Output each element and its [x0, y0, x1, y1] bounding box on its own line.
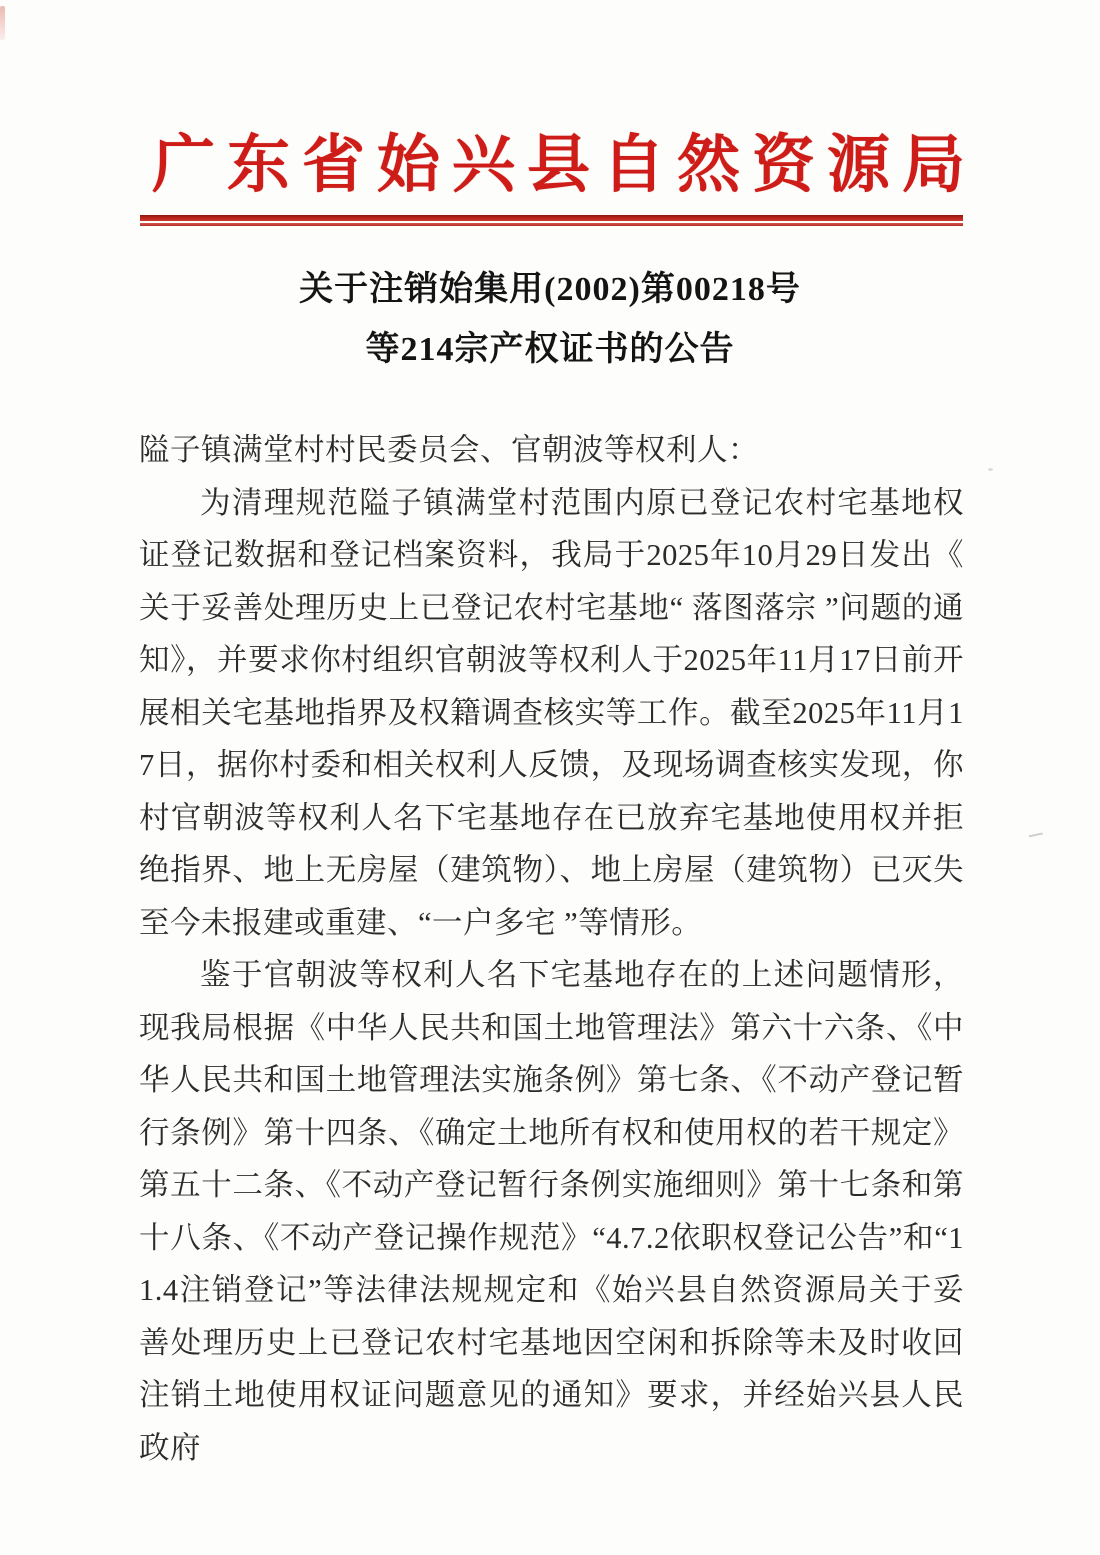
scan-artifact [1027, 825, 1043, 838]
document-title-line-1: 关于注销始集用(2002)第00218号 [299, 271, 801, 308]
agency-name: 广东省始兴县自然资源局 [152, 130, 977, 200]
scan-artifact [988, 468, 993, 471]
body-paragraph: 鉴于官朝波等权利人名下宅基地存在的上述问题情形，现我局根据《中华人民共和国土地管理法》第六十六条、《中华人民共和国土地管理法实施条例》第七条、《不动产登记暂行条例》第十四条、《确定土地所有权和使用权的若干规定》第五十二条、《不动产登记暂行条例实施细则》第十七条和第十八条、《不动产登记操作规范》“4.7.2依职权登记公告”和“11.4注销登记”等法律法规规定和《始兴县自然资源局关于妥善处理历史上已登记农村宅基地因空闲和拆除等未及时收回注销土地使用权证问题意见的通知》要求，并经始兴县人民政府 [139, 958, 964, 1465]
scan-artifact [0, 6, 5, 40]
document-body [139, 424, 964, 1474]
letterhead-rule-thin [140, 223, 963, 226]
letterhead-rule [140, 215, 963, 226]
letterhead [140, 122, 977, 208]
document-title-line-2: 等214宗产权证书的公告 [365, 331, 735, 368]
document-title [0, 260, 1100, 380]
salutation: 隘子镇满堂村村民委员会、官朝波等权利人： [139, 433, 759, 467]
body-paragraph: 为清理规范隘子镇满堂村范围内原已登记农村宅基地权证登记数据和登记档案资料，我局于2025年10月29日发出《关于妥善处理历史上已登记农村宅基地“ 落图落宗 ”问题的通知》，并要求你村组织官朝波等权利人于2025年11月17日前开展相关宅基地指界及权籍调查核实等工作。截至2025年11月17日，据你村委和相关权利人反馈，及现场调查核实发现，你村官朝波等权利人名下宅基地存在已放弃宅基地使用权并拒绝指界、地上无房屋（建筑物）、地上房屋（建筑物）已灭失至今未报建或重建、“一户多宅 ”等情形。 [139, 485, 964, 940]
